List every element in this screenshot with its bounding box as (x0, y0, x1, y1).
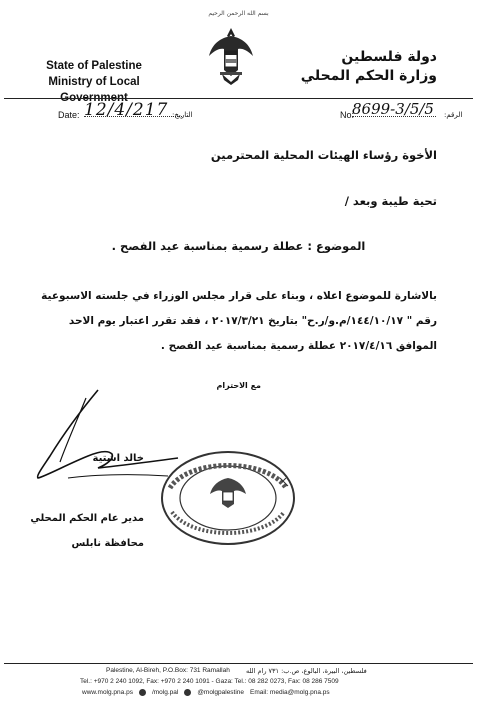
letterhead-arabic (301, 48, 437, 86)
signatory-name: خالد اشتية (92, 453, 144, 464)
date-value: 12/4/217 (84, 100, 169, 120)
twitter-handle[interactable]: /molg.pal (151, 689, 179, 696)
date-label: Date: (58, 110, 80, 120)
email-link[interactable]: Email: media@molg.pna.ps (250, 689, 330, 696)
header-divider (4, 98, 473, 99)
subject-line: الموضوع : عطلة رسمية بمناسبة عيد الفصح . (111, 239, 366, 253)
body-line: بالاشارة للموضوع اعلاه ، وبناء على قرار مجلس الوزراء في جلسته الاسبوعية (41, 290, 437, 302)
state-name-en: State of Palestine (46, 60, 142, 72)
date-label-ar: التاريخ: (172, 111, 193, 119)
body-line: رقم " ١٤٤/١٠/١٧/م.و/ر.ح" بتاريخ ٢٠١٧/٣/٢١ ، فقد تقرر اعتبار يوم الاحد (68, 315, 437, 327)
ministry-name-ar: وزارة الحكم المحلي (300, 68, 437, 84)
twitter-icon (139, 689, 146, 696)
addressee: الأخوة رؤساء الهيئات المحلية المحترمين (210, 148, 437, 162)
reference-row (0, 102, 477, 124)
state-name-ar: دولة فلسطين (341, 49, 437, 65)
number-value: 8699-3/5/5 (352, 100, 434, 118)
footer-address-ar: فلسطين، البيرة، البالوع، ص.ب: ٧٣١ رام الله (246, 667, 367, 675)
signatory-title: مدير عام الحكم المحلي (30, 513, 144, 524)
official-stamp (158, 448, 298, 548)
date-underline (84, 116, 182, 117)
signatory-governorate: محافظة نابلس (71, 538, 144, 549)
ministry-name-en: Ministry of Local Government (48, 76, 140, 104)
letter-body (37, 284, 437, 359)
facebook-icon (184, 689, 191, 696)
footer (0, 667, 477, 717)
footer-phone: Tel.: +970 2 240 1092, Fax: +970 2 240 1091 - Gaza: Tel.: 08 282 0273, Fax: 08 286 7509 (80, 678, 339, 685)
number-label: No: (340, 110, 355, 120)
body-line: الموافق ٢٠١٧/٤/١٦ عطلة رسمية بمناسبة عيد الفصح . (160, 340, 437, 352)
footer-links (82, 689, 330, 696)
website-link[interactable]: www.molg.pna.ps (82, 689, 133, 696)
footer-divider (4, 663, 473, 664)
facebook-handle[interactable]: @molgpalestine (197, 689, 245, 696)
footer-address-en: Palestine, Al-Bireh, P.O.Box: 731 Ramallah (106, 667, 230, 674)
bismillah-text: بسم الله الرحمن الرحيم (208, 10, 269, 17)
number-label-ar: الرقم: (444, 111, 463, 119)
palestine-eagle-emblem-icon (206, 24, 256, 86)
greeting: تحية طيبة وبعد / (344, 194, 437, 208)
number-underline (352, 116, 436, 117)
closing-text: مع الاحترام (216, 381, 261, 390)
